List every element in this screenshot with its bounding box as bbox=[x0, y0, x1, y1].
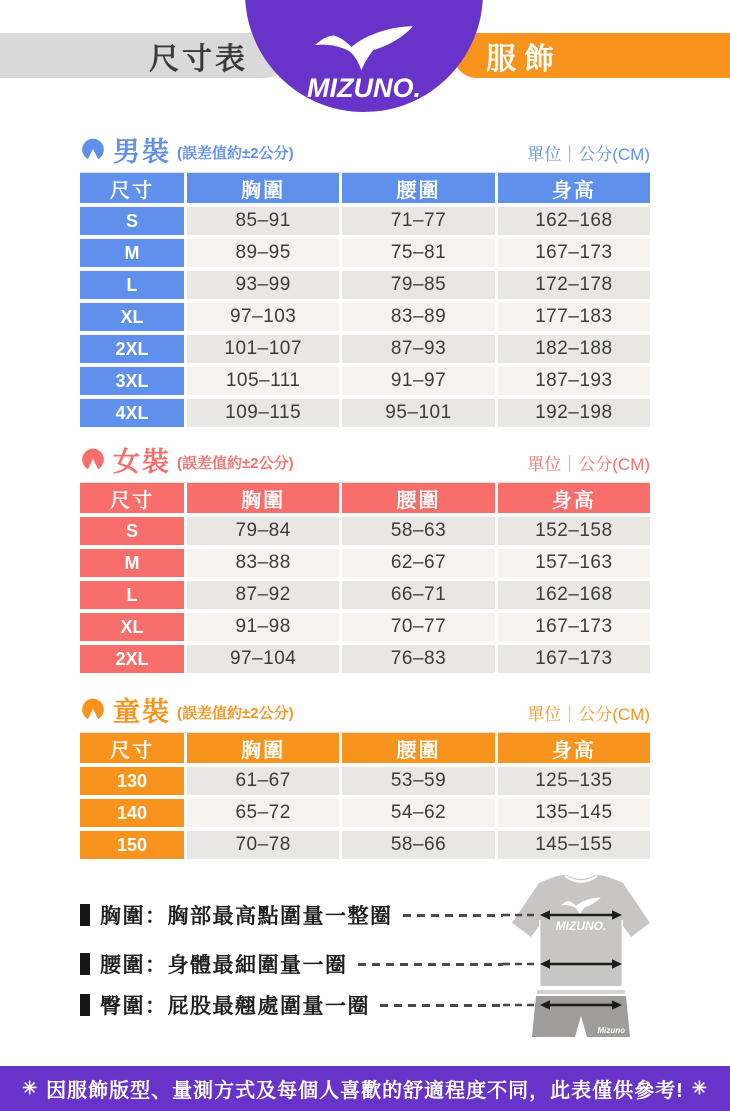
note-bullet bbox=[80, 904, 90, 926]
disclaimer-bar bbox=[0, 1066, 730, 1111]
size-cell: 140 bbox=[80, 799, 184, 827]
size-cell: 130 bbox=[80, 767, 184, 795]
table-row bbox=[80, 581, 650, 609]
value-cell: 54–62 bbox=[342, 799, 494, 827]
unit-label: 單位｜公分(CM) bbox=[527, 144, 650, 164]
table-row bbox=[80, 613, 650, 641]
table-body bbox=[80, 517, 650, 673]
section-title: 女裝 bbox=[113, 446, 171, 477]
value-cell: 70–77 bbox=[342, 613, 494, 641]
value-cell: 93–99 bbox=[187, 271, 339, 299]
dashed-leader-line bbox=[403, 914, 504, 917]
column-header: 胸圍 bbox=[187, 173, 339, 203]
tolerance-note: (誤差值約±2公分) bbox=[177, 705, 294, 722]
table-row bbox=[80, 831, 650, 859]
value-cell: 97–104 bbox=[187, 645, 339, 673]
section-kids bbox=[80, 691, 650, 863]
value-cell: 66–71 bbox=[342, 581, 494, 609]
value-cell: 192–198 bbox=[498, 399, 650, 427]
person-icon bbox=[80, 446, 106, 472]
note-bullet bbox=[80, 953, 90, 975]
value-cell: 152–158 bbox=[498, 517, 650, 545]
measurement-note-chest bbox=[80, 900, 503, 930]
section-men-head bbox=[80, 131, 650, 167]
size-cell: M bbox=[80, 549, 184, 577]
column-header: 尺寸 bbox=[80, 483, 184, 513]
value-cell: 145–155 bbox=[498, 831, 650, 859]
table-row bbox=[80, 517, 650, 545]
value-cell: 167–173 bbox=[498, 613, 650, 641]
tolerance-note: (誤差值約±2公分) bbox=[177, 455, 294, 472]
value-cell: 135–145 bbox=[498, 799, 650, 827]
note-text: 臀圍：屁股最翹處圍量一圈 bbox=[100, 995, 370, 1018]
left-tab-label: 尺寸表 bbox=[149, 42, 248, 76]
table-row bbox=[80, 399, 650, 427]
value-cell: 109–115 bbox=[187, 399, 339, 427]
table-body bbox=[80, 207, 650, 427]
value-cell: 79–84 bbox=[187, 517, 339, 545]
table-row bbox=[80, 367, 650, 395]
tolerance-note: (誤差值約±2公分) bbox=[177, 145, 294, 162]
size-cell: L bbox=[80, 271, 184, 299]
section-title: 童裝 bbox=[113, 696, 171, 727]
value-cell: 87–93 bbox=[342, 335, 494, 363]
value-cell: 58–66 bbox=[342, 831, 494, 859]
column-header: 身高 bbox=[498, 483, 650, 513]
table-header-row bbox=[80, 483, 650, 513]
value-cell: 162–168 bbox=[498, 207, 650, 235]
value-cell: 95–101 bbox=[342, 399, 494, 427]
right-tab-label: 服飾 bbox=[486, 42, 562, 76]
unit-label: 單位｜公分(CM) bbox=[527, 454, 650, 474]
size-cell: S bbox=[80, 207, 184, 235]
unit-label: 單位｜公分(CM) bbox=[527, 704, 650, 724]
value-cell: 87–92 bbox=[187, 581, 339, 609]
table-row bbox=[80, 799, 650, 827]
value-cell: 89–95 bbox=[187, 239, 339, 267]
value-cell: 101–107 bbox=[187, 335, 339, 363]
shirt-wordmark: MIZUNO. bbox=[555, 919, 607, 933]
table-header-row bbox=[80, 733, 650, 763]
value-cell: 53–59 bbox=[342, 767, 494, 795]
value-cell: 70–78 bbox=[187, 831, 339, 859]
measurement-note-hip bbox=[80, 990, 503, 1020]
table-row bbox=[80, 207, 650, 235]
measurement-note-waist bbox=[80, 949, 503, 979]
section-women bbox=[80, 441, 650, 677]
value-cell: 75–81 bbox=[342, 239, 494, 267]
table-row bbox=[80, 271, 650, 299]
section-title: 男裝 bbox=[113, 136, 171, 167]
size-table-women bbox=[80, 482, 650, 673]
table-row bbox=[80, 239, 650, 267]
shorts-wordmark: Mizuno bbox=[597, 1026, 625, 1035]
size-cell: 4XL bbox=[80, 399, 184, 427]
mizuno-wordmark: MIZUNO. bbox=[307, 73, 421, 103]
burst-icon: ✳ bbox=[691, 1078, 708, 1098]
value-cell: 61–67 bbox=[187, 767, 339, 795]
table-row bbox=[80, 303, 650, 331]
value-cell: 71–77 bbox=[342, 207, 494, 235]
value-cell: 182–188 bbox=[498, 335, 650, 363]
value-cell: 83–88 bbox=[187, 549, 339, 577]
size-cell: 150 bbox=[80, 831, 184, 859]
value-cell: 167–173 bbox=[498, 239, 650, 267]
mizuno-badge bbox=[245, 0, 483, 114]
column-header: 胸圍 bbox=[187, 483, 339, 513]
column-header: 胸圍 bbox=[187, 733, 339, 763]
value-cell: 58–63 bbox=[342, 517, 494, 545]
value-cell: 91–97 bbox=[342, 367, 494, 395]
size-cell: XL bbox=[80, 303, 184, 331]
table-body bbox=[80, 767, 650, 859]
table-row bbox=[80, 549, 650, 577]
table-row bbox=[80, 645, 650, 673]
size-cell: L bbox=[80, 581, 184, 609]
value-cell: 76–83 bbox=[342, 645, 494, 673]
note-bullet bbox=[80, 994, 90, 1016]
outfit-illustration bbox=[503, 870, 659, 1045]
table-header-row bbox=[80, 173, 650, 203]
section-kids-head bbox=[80, 691, 650, 727]
burst-icon: ✳ bbox=[22, 1078, 39, 1098]
column-header: 腰圍 bbox=[342, 173, 494, 203]
value-cell: 62–67 bbox=[342, 549, 494, 577]
section-men bbox=[80, 131, 650, 431]
value-cell: 177–183 bbox=[498, 303, 650, 331]
column-header: 身高 bbox=[498, 173, 650, 203]
value-cell: 79–85 bbox=[342, 271, 494, 299]
person-icon bbox=[80, 136, 106, 162]
dashed-leader-line bbox=[380, 1004, 503, 1007]
value-cell: 172–178 bbox=[498, 271, 650, 299]
value-cell: 125–135 bbox=[498, 767, 650, 795]
measurement-notes bbox=[80, 900, 503, 1020]
size-cell: 2XL bbox=[80, 645, 184, 673]
value-cell: 97–103 bbox=[187, 303, 339, 331]
note-text: 腰圍：身體最細圍量一圈 bbox=[100, 954, 348, 977]
column-header: 尺寸 bbox=[80, 173, 184, 203]
size-cell: XL bbox=[80, 613, 184, 641]
size-table-men bbox=[80, 172, 650, 427]
right-tab bbox=[454, 33, 730, 78]
disclaimer-text: 因服飾版型、量測方式及每個人喜歡的舒適程度不同，此表僅供參考! bbox=[46, 1080, 684, 1102]
table-row bbox=[80, 767, 650, 795]
value-cell: 167–173 bbox=[498, 645, 650, 673]
value-cell: 105–111 bbox=[187, 367, 339, 395]
value-cell: 157–163 bbox=[498, 549, 650, 577]
dashed-leader-line bbox=[358, 963, 504, 966]
waistband bbox=[537, 990, 625, 994]
size-cell: M bbox=[80, 239, 184, 267]
column-header: 尺寸 bbox=[80, 733, 184, 763]
value-cell: 187–193 bbox=[498, 367, 650, 395]
size-table-kids bbox=[80, 732, 650, 859]
size-cell: S bbox=[80, 517, 184, 545]
value-cell: 65–72 bbox=[187, 799, 339, 827]
column-header: 腰圍 bbox=[342, 733, 494, 763]
table-row bbox=[80, 335, 650, 363]
value-cell: 83–89 bbox=[342, 303, 494, 331]
note-text: 胸圍：胸部最高點圍量一整圈 bbox=[100, 905, 393, 928]
size-cell: 2XL bbox=[80, 335, 184, 363]
size-cell: 3XL bbox=[80, 367, 184, 395]
person-icon bbox=[80, 696, 106, 722]
value-cell: 162–168 bbox=[498, 581, 650, 609]
value-cell: 85–91 bbox=[187, 207, 339, 235]
column-header: 身高 bbox=[498, 733, 650, 763]
column-header: 腰圍 bbox=[342, 483, 494, 513]
section-women-head bbox=[80, 441, 650, 477]
value-cell: 91–98 bbox=[187, 613, 339, 641]
